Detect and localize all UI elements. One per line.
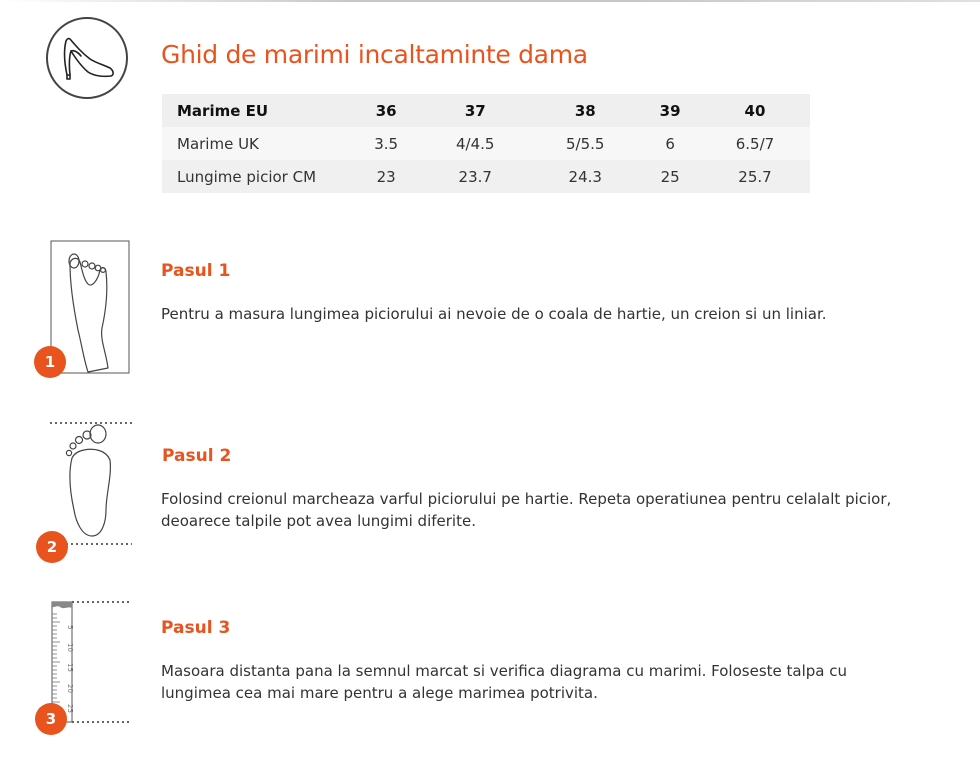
table-cell: 4/4.5: [420, 127, 530, 160]
step-2-badge: 2: [36, 531, 68, 563]
table-header-cell: 40: [700, 94, 810, 127]
ruler-mark: 20: [66, 684, 74, 693]
ruler-mark: 10: [66, 643, 74, 652]
table-header-cell: 37: [420, 94, 530, 127]
table-cell: 24.3: [530, 160, 640, 193]
step-3-title: Pasul 3: [161, 618, 231, 638]
size-table: [162, 94, 810, 193]
table-header-cell: 38: [530, 94, 640, 127]
table-cell: 23: [352, 160, 420, 193]
table-header-cell: 39: [640, 94, 700, 127]
table-header-cell: Marime EU: [162, 94, 352, 127]
table-cell: 25.7: [700, 160, 810, 193]
foot-sole-icon: [48, 418, 134, 548]
table-cell: 6.5/7: [700, 127, 810, 160]
table-cell: 25: [640, 160, 700, 193]
table-header-cell: 36: [352, 94, 420, 127]
ruler-mark: 25: [66, 704, 74, 713]
table-row: [162, 127, 810, 160]
table-cell: 3.5: [352, 127, 420, 160]
step-3-text: Masoara distanta pana la semnul marcat si verifica diagrama cu marimi. Foloseste talpa cu lungimea cea mai mare pentru a alege marimea potrivita.: [161, 662, 847, 702]
table-cell: 6: [640, 127, 700, 160]
step-1-title: Pasul 1: [161, 261, 231, 281]
top-divider: [0, 0, 980, 2]
foot-sole-illustration: [48, 418, 134, 548]
table-header-row: [162, 94, 810, 127]
table-cell: 23.7: [420, 160, 530, 193]
table-row: [162, 160, 810, 193]
ruler-mark: 5: [66, 625, 74, 630]
page-title: Ghid de marimi incaltaminte dama: [161, 40, 588, 69]
step-2-title: Pasul 2: [162, 446, 232, 466]
table-row-label: Lungime picior CM: [162, 160, 352, 193]
step-3-badge: 3: [35, 703, 67, 735]
step-1-badge: 1: [34, 346, 66, 378]
step-1-text: Pentru a masura lungimea piciorului ai nevoie de o coala de hartie, un creion si un liniar.: [161, 305, 827, 323]
ruler-mark: 15: [66, 663, 74, 672]
high-heel-shoe-icon: [46, 17, 128, 99]
table-cell: 5/5.5: [530, 127, 640, 160]
step-2-text: Folosind creionul marcheaza varful piciorului pe hartie. Repeta operatiunea pentru celalalt picior, deoarece talpile pot avea lungimi diferite.: [161, 490, 892, 530]
table-row-label: Marime UK: [162, 127, 352, 160]
